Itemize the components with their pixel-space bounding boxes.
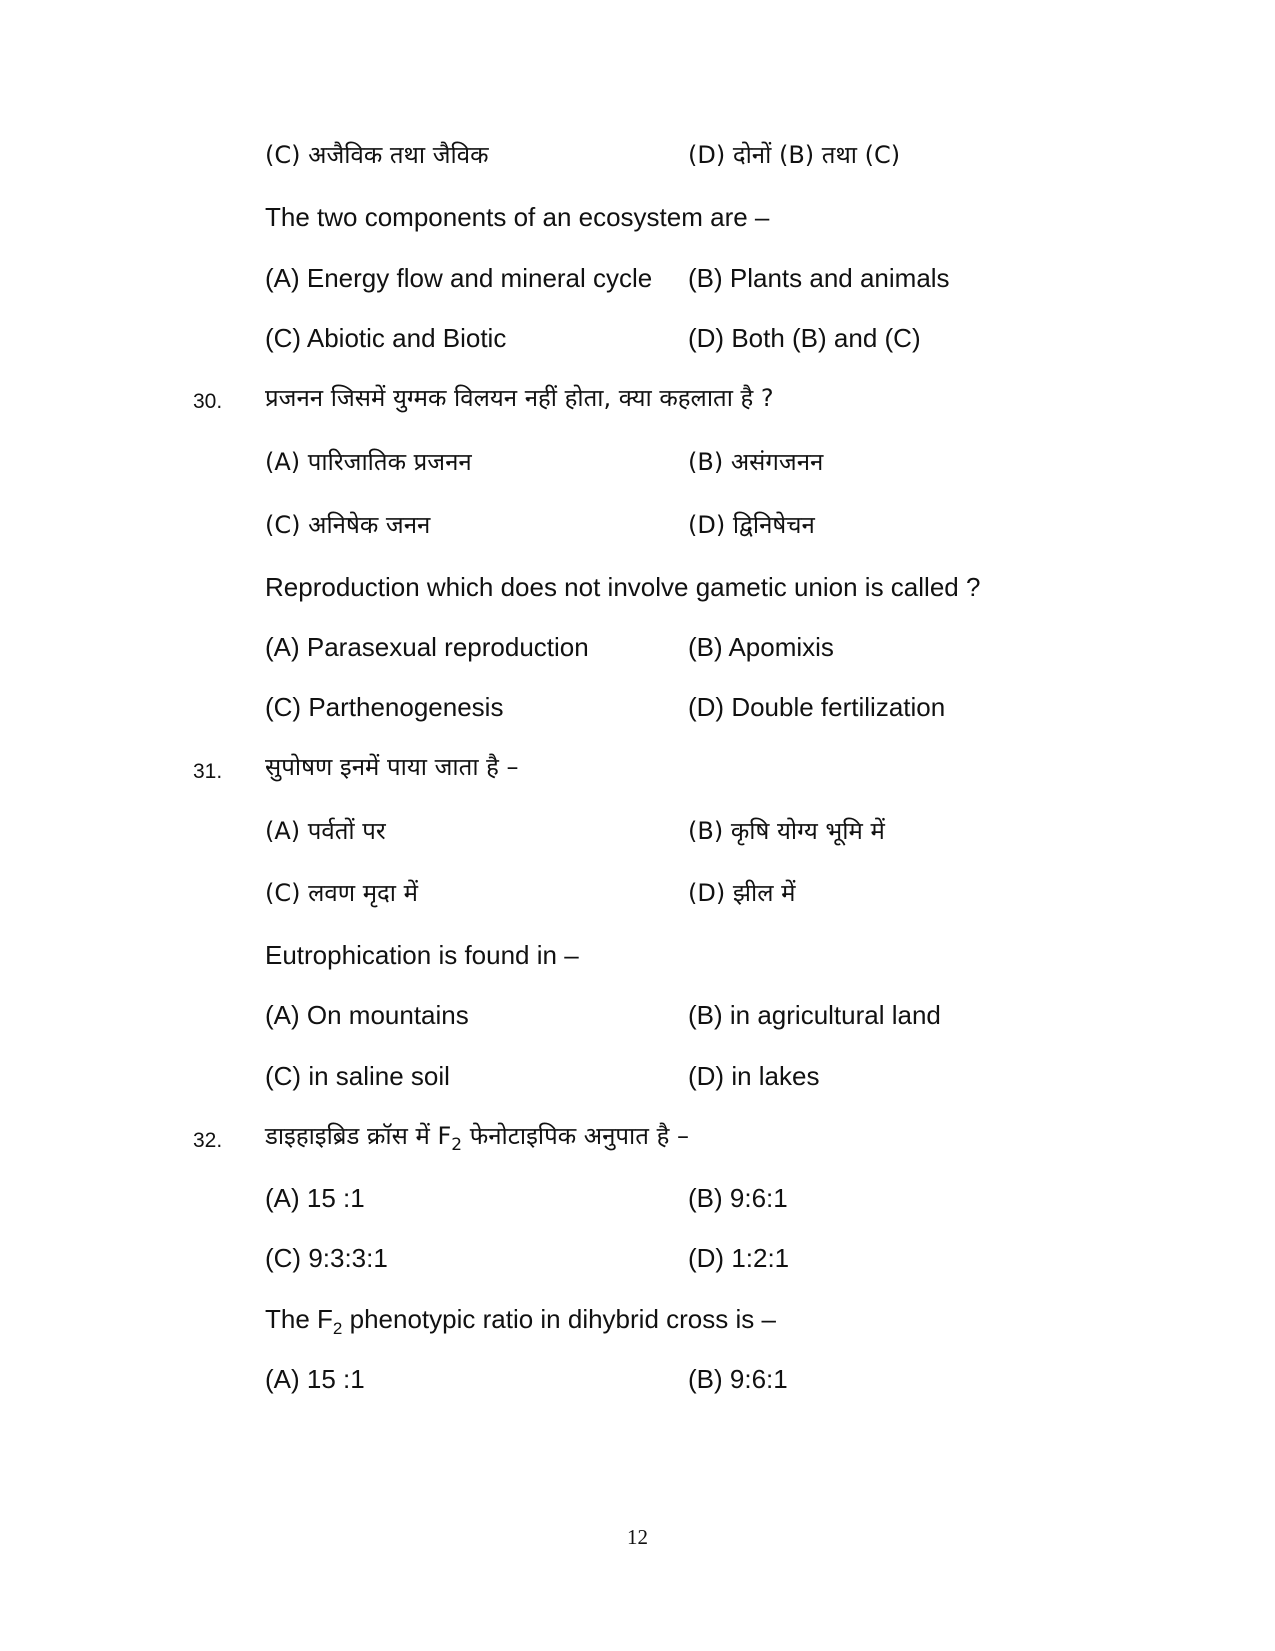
- q32-hi-option-c: (C) 9:3:3:1: [265, 1243, 388, 1273]
- q31-en-option-c: (C) in saline soil: [265, 1061, 450, 1091]
- q32-en-option-b: (B) 9:6:1: [688, 1364, 788, 1394]
- q32-en-question-post: phenotypic ratio in dihybrid cross is –: [342, 1304, 776, 1334]
- q32-en-question: [265, 1302, 776, 1339]
- q31-en-option-a: (A) On mountains: [265, 1000, 469, 1030]
- q30-number: 30.: [193, 390, 223, 413]
- q31-en-option-d: (D) in lakes: [688, 1061, 820, 1091]
- q31-hi-option-c: (C) लवण मृदा में: [265, 879, 419, 907]
- q32-en-option-a: (A) 15 :1: [265, 1364, 365, 1394]
- q31-hi-question: सुपोषण इनमें पाया जाता है –: [265, 753, 519, 781]
- q32-en-question-sub: 2: [332, 1319, 343, 1339]
- q30-hi-question: प्रजनन जिसमें युग्मक विलयन नहीं होता, क्या कहलाता है ?: [265, 384, 774, 412]
- q32-hi-question-pre: डाइहाइब्रिड क्रॉस में F: [265, 1122, 452, 1150]
- q29-en-option-d: (D) Both (B) and (C): [688, 323, 921, 353]
- q31-en-question: Eutrophication is found in –: [265, 940, 579, 970]
- q30-en-option-d: (D) Double fertilization: [688, 692, 946, 722]
- q30-en-option-a: (A) Parasexual reproduction: [265, 632, 589, 662]
- q32-hi-option-d: (D) 1:2:1: [688, 1243, 790, 1273]
- q32-hi-question-sub: 2: [451, 1134, 463, 1155]
- q30-en-option-c: (C) Parthenogenesis: [265, 692, 504, 722]
- q32-number: 32.: [193, 1129, 223, 1152]
- q29-en-option-b: (B) Plants and animals: [688, 263, 950, 293]
- q31-hi-option-a: (A) पर्वतों पर: [265, 817, 386, 845]
- q30-hi-option-b: (B) असंगजनन: [688, 448, 824, 476]
- q31-hi-option-d: (D) झील में: [688, 879, 796, 907]
- q32-hi-option-a: (A) 15 :1: [265, 1183, 365, 1213]
- q31-en-option-b: (B) in agricultural land: [688, 1000, 941, 1030]
- page-number: 12: [627, 1525, 648, 1549]
- q30-hi-option-c: (C) अनिषेक जनन: [265, 511, 431, 539]
- q32-hi-question: [265, 1119, 689, 1153]
- q32-hi-question-post: फेनोटाइपिक अनुपात है –: [462, 1122, 689, 1150]
- q32-en-question-pre: The F: [265, 1304, 333, 1334]
- q30-en-question: Reproduction which does not involve gametic union is called ?: [265, 572, 981, 602]
- q30-hi-option-d: (D) द्विनिषेचन: [688, 511, 815, 539]
- q30-en-option-b: (B) Apomixis: [688, 632, 834, 662]
- q30-hi-option-a: (A) पारिजातिक प्रजनन: [265, 448, 472, 476]
- q31-hi-option-b: (B) कृषि योग्य भूमि में: [688, 817, 885, 845]
- q29-hi-option-d: (D) दोनों (B) तथा (C): [688, 141, 901, 169]
- q29-en-option-c: (C) Abiotic and Biotic: [265, 323, 507, 353]
- q29-en-option-a: (A) Energy flow and mineral cycle: [265, 263, 653, 293]
- q32-hi-option-b: (B) 9:6:1: [688, 1183, 788, 1213]
- q29-hi-option-c: (C) अजैविक तथा जैविक: [265, 141, 489, 169]
- q29-en-question: The two components of an ecosystem are –: [265, 202, 770, 232]
- q31-number: 31.: [193, 760, 223, 783]
